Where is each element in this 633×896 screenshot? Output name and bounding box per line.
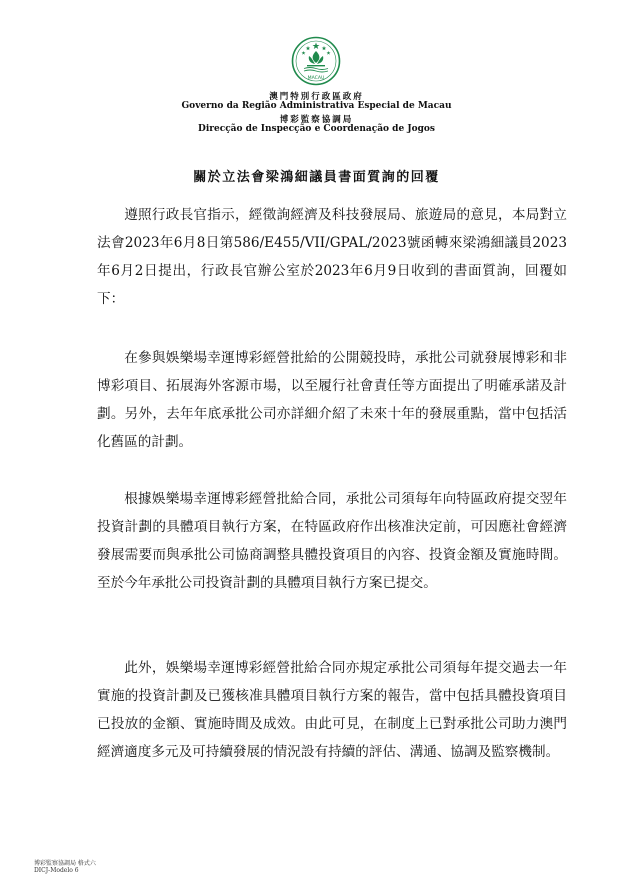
paragraph-investment-plan: 根據娛樂場幸運博彩經營批給合同，承批公司須每年向特區政府提交翌年投資計劃的具體項目執行方案，在特區政府作出核准決定前，可因應社會經濟發展需要而與承批公司協商調整具體投資項目的內容、投資金額及實施時間。至於今年承批公司投資計劃的具體項目執行方案已提交。	[97, 491, 567, 591]
government-name-pt: Governo da Região Administrativa Especial de Macau	[181, 101, 452, 111]
bureau-name-zh: 博彩監察協調局	[279, 115, 354, 125]
document-title: 關於立法會梁鴻細議員書面質詢的回覆	[193, 170, 440, 185]
bureau-name-pt: Direcção de Inspecção e Coordenação de Jogos	[198, 124, 435, 134]
paragraph-intro: 遵照行政長官指示，經徵詢經濟及科技發展局、旅遊局的意見，本局對立法會2023年6月8日第586/E455/VII/GPAL/2023號函轉來梁鴻細議員2023年6月2日提出，行政長官辦公室於2023年6月9日收到的書面質詢，回覆如下：	[97, 207, 567, 307]
footer-form-code-zh: 博彩監察協調局 格式六	[34, 860, 96, 867]
government-name-zh: 澳門特別行政區政府	[269, 92, 364, 102]
footer-form-code: DICJ-Modelo 6	[34, 867, 79, 874]
paragraph-commitments: 在參與娛樂場幸運博彩經營批給的公開競投時，承批公司就發展博彩和非博彩項目、拓展海外客源市場，以至履行社會責任等方面提出了明確承諾及計劃。另外，去年年底承批公司亦詳細介紹了未來十年的發展重點，當中包括活化舊區的計劃。	[97, 350, 567, 450]
emblem-label: MACAU	[307, 76, 325, 81]
macau-emblem-icon	[291, 36, 341, 86]
paragraph-reporting: 此外，娛樂場幸運博彩經營批給合同亦規定承批公司須每年提交過去一年實施的投資計劃及已獲核准具體項目執行方案的報告，當中包括具體投資項目已投放的金額、實施時間及成效。由此可見，在制度上已對承批公司助力澳門經濟適度多元及可持續發展的情況設有持續的評估、溝通、協調及監察機制。	[97, 660, 567, 760]
